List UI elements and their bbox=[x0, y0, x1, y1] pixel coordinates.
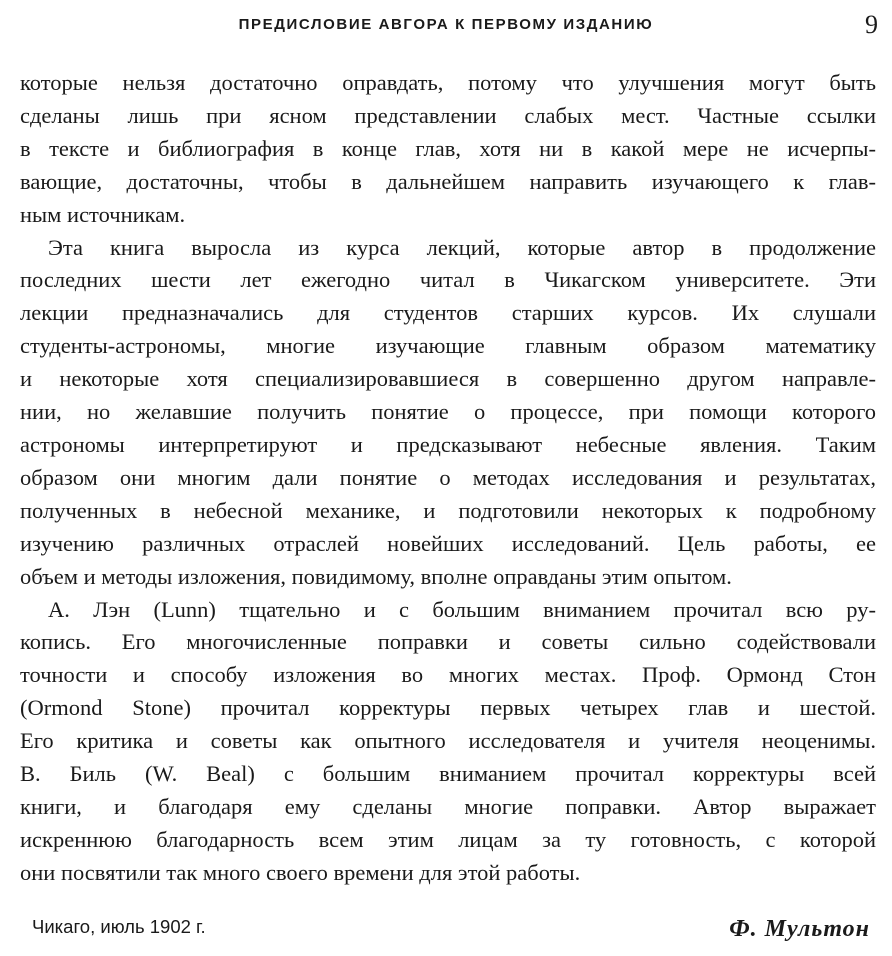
page-number: 9 bbox=[865, 10, 878, 39]
text-line: (Ormond Stone) прочитал корректуры первых четырех глав и шестой. bbox=[20, 695, 876, 721]
text-line: полученных в небесной механике, и подготовили некоторых к подробному bbox=[20, 497, 876, 523]
text-line: которые нельзя достаточно оправдать, потому что улучшения могут быть bbox=[20, 70, 876, 95]
text-line: лекции предназначались для студентов старших курсов. Их слушали bbox=[20, 300, 876, 326]
place-and-date: Чикаго, июль 1902 г. bbox=[32, 916, 206, 937]
paragraph-3 bbox=[20, 594, 876, 890]
text-line: искреннюю благодарность всем этим лицам за ту готовность, с которой bbox=[20, 826, 876, 852]
paragraph-2 bbox=[20, 232, 876, 594]
text-line: Его критика и советы как опытного исследователя и учителя неоценимы. bbox=[20, 728, 876, 754]
text-line: объем и методы изложения, повидимому, вполне оправданы этим опытом. bbox=[20, 563, 732, 589]
text-line: А. Лэн (Lunn) тщательно и с большим вниманием прочитал всю ру- bbox=[48, 596, 876, 622]
text-line: студенты-астрономы, многие изучающие главным образом математику bbox=[20, 333, 876, 359]
text-line: В. Биль (W. Beal) с большим вниманием прочитал корректуры всей bbox=[20, 761, 876, 787]
page-footer bbox=[0, 912, 892, 948]
running-title: ПРЕДИСЛОВИЕ АВГОРА К ПЕРВОМУ ИЗДАНИЮ bbox=[238, 16, 654, 33]
text-line: и некоторые хотя специализировавшиеся в совершенно другом направле- bbox=[20, 366, 876, 392]
text-line: ным источникам. bbox=[20, 201, 186, 227]
text-line: книги, и благодаря ему сделаны многие поправки. Автор выражает bbox=[20, 793, 876, 819]
text-line: сделаны лишь при ясном представлении слабых мест. Частные ссылки bbox=[20, 102, 876, 128]
text-line: астрономы интерпретируют и предсказывают небесные явления. Таким bbox=[20, 431, 876, 457]
text-line: в тексте и библиография в конце глав, хотя ни в какой мере не исчерпы- bbox=[20, 135, 876, 161]
author-signature: Ф. Мультон bbox=[729, 916, 870, 942]
text-line: Эта книга выросла из курса лекций, которые автор в продолжение bbox=[48, 234, 876, 260]
text-line: нии, но желавшие получить понятие о процессе, при помощи которого bbox=[20, 399, 876, 425]
paragraph-1 bbox=[20, 67, 876, 232]
text-line: они посвятили так много своего времени для этой работы. bbox=[20, 859, 581, 885]
text-line: образом они многим дали понятие о методах исследования и результатах, bbox=[20, 464, 876, 490]
text-line: копись. Его многочисленные поправки и советы сильно содействовали bbox=[20, 629, 876, 655]
running-head bbox=[0, 10, 892, 46]
text-line: вающие, достаточны, чтобы в дальнейшем направить изучающего к глав- bbox=[20, 168, 876, 194]
text-line: изучению различных отраслей новейших исследований. Цель работы, ее bbox=[20, 530, 876, 556]
text-line: последних шести лет ежегодно читал в Чикагском университете. Эти bbox=[20, 267, 876, 293]
body-text bbox=[20, 67, 876, 890]
text-line: точности и способу изложения во многих местах. Проф. Ормонд Стон bbox=[20, 662, 876, 688]
